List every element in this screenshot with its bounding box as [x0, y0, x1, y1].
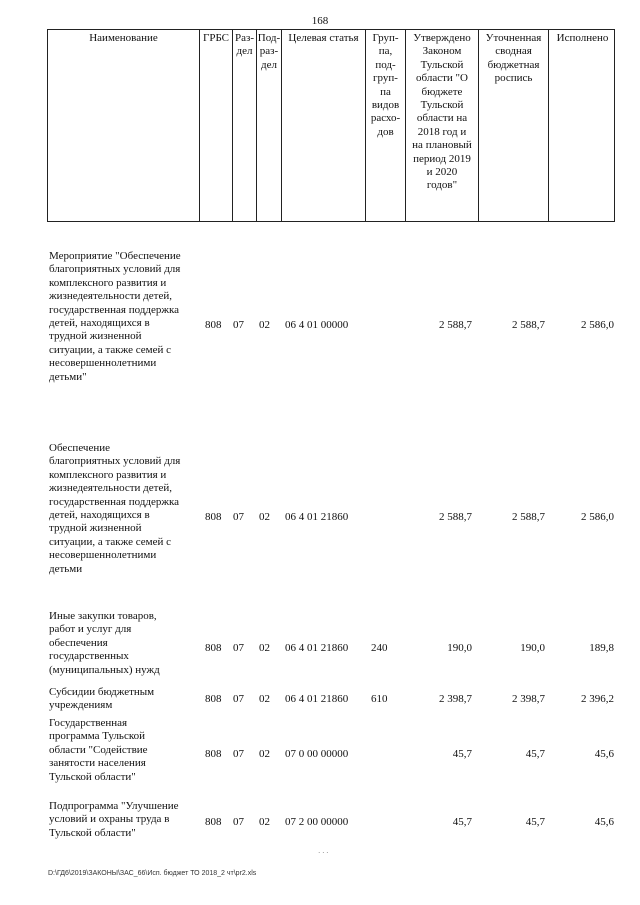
page-number: 168: [311, 15, 329, 27]
row-razdel: 07: [233, 642, 244, 654]
row-podrazdel: 02: [259, 693, 270, 705]
row-razdel: 07: [233, 511, 244, 523]
row-razdel: 07: [233, 319, 244, 331]
row-grbs: 808: [205, 748, 222, 760]
row-razdel: 07: [233, 748, 244, 760]
row-refined: 2 588,7: [512, 511, 545, 523]
row-grbs: 808: [205, 816, 222, 828]
col-header-target: Целевая статья: [281, 30, 365, 221]
row-refined: 190,0: [520, 642, 545, 654]
row-name: Иные закупки товаров, работ и услуг для обеспечения государственных (муниципальных) нужд: [49, 610, 160, 676]
row-razdel: 07: [233, 693, 244, 705]
row-target: 06 4 01 21860: [285, 511, 349, 523]
table-header: [47, 29, 615, 222]
col-header-executed: Исполнено: [548, 30, 616, 221]
footer-file-path: D:\ГД6\2019\ЗАКОНЫ\ЗАС_66\Исп. бюджет ТО 2018_2 чт\pr2.xls: [48, 870, 257, 877]
row-executed: 45,6: [594, 748, 614, 760]
row-podrazdel: 02: [259, 642, 270, 654]
row-podrazdel: 02: [259, 511, 270, 523]
row-approved: 2 398,7: [439, 693, 472, 705]
col-header-razdel: Раз- дел: [232, 30, 256, 221]
row-target: 07 2 00 00000: [285, 816, 349, 828]
row-name: Мероприятие "Обеспечение благоприятных условий для комплексного развития и жизнедеятельности детей, государственная поддержка детей, находящихся в трудной жизненной ситуации, а также семей с несовершеннолетними детьми": [49, 250, 181, 383]
row-refined: 45,7: [525, 748, 545, 760]
row-approved: 45,7: [452, 748, 472, 760]
row-refined: 45,7: [525, 816, 545, 828]
col-header-approved: Утверждено Законом Тульской области "О бюджете Тульской области на 2018 год и на плановый период 2019 и 2020 годов": [405, 30, 478, 221]
row-razdel: 07: [233, 816, 244, 828]
row-podrazdel: 02: [259, 748, 270, 760]
row-target: 06 4 01 21860: [285, 693, 349, 705]
row-group: 240: [371, 642, 388, 654]
row-name: Подпрограмма "Улучшение условий и охраны труда в Тульской области": [49, 800, 179, 839]
col-header-group: Груп- па, под- груп- па видов расхо- дов: [365, 30, 405, 221]
row-podrazdel: 02: [259, 319, 270, 331]
row-target: 06 4 01 21860: [285, 642, 349, 654]
row-name: Обеспечение благоприятных условий для комплексного развития и жизнедеятельности детей, государственная поддержка детей, находящихся в трудной жизненной ситуации, а также семей с несовершеннолетними детьми: [49, 442, 181, 575]
row-grbs: 808: [205, 642, 222, 654]
row-approved: 45,7: [452, 816, 472, 828]
row-refined: 2 398,7: [512, 693, 545, 705]
col-header-name: Наименование: [89, 32, 158, 44]
row-approved: 2 588,7: [439, 319, 472, 331]
row-grbs: 808: [205, 511, 222, 523]
row-executed: 2 396,2: [581, 693, 614, 705]
row-target: 07 0 00 00000: [285, 748, 349, 760]
row-target: 06 4 01 00000: [285, 319, 349, 331]
row-grbs: 808: [205, 693, 222, 705]
col-header-podrazdel: Под- раз- дел: [256, 30, 281, 221]
row-podrazdel: 02: [259, 816, 270, 828]
row-executed: 2 586,0: [581, 511, 614, 523]
row-name: Субсидии бюджетным учреждениям: [49, 686, 155, 712]
row-approved: 2 588,7: [439, 511, 472, 523]
row-name: Государственная программа Тульской области "Содействие занятости населения Тульской области": [49, 717, 148, 783]
row-refined: 2 588,7: [512, 319, 545, 331]
row-executed: 45,6: [594, 816, 614, 828]
row-group: 610: [371, 693, 388, 705]
row-approved: 190,0: [447, 642, 472, 654]
row-executed: 189,8: [589, 642, 614, 654]
scan-artifact: · · ·: [318, 849, 329, 857]
row-executed: 2 586,0: [581, 319, 614, 331]
col-header-refined: Уточненная сводная бюджетная роспись: [478, 30, 548, 221]
row-grbs: 808: [205, 319, 222, 331]
col-header-grbs: ГРБС: [199, 30, 232, 221]
